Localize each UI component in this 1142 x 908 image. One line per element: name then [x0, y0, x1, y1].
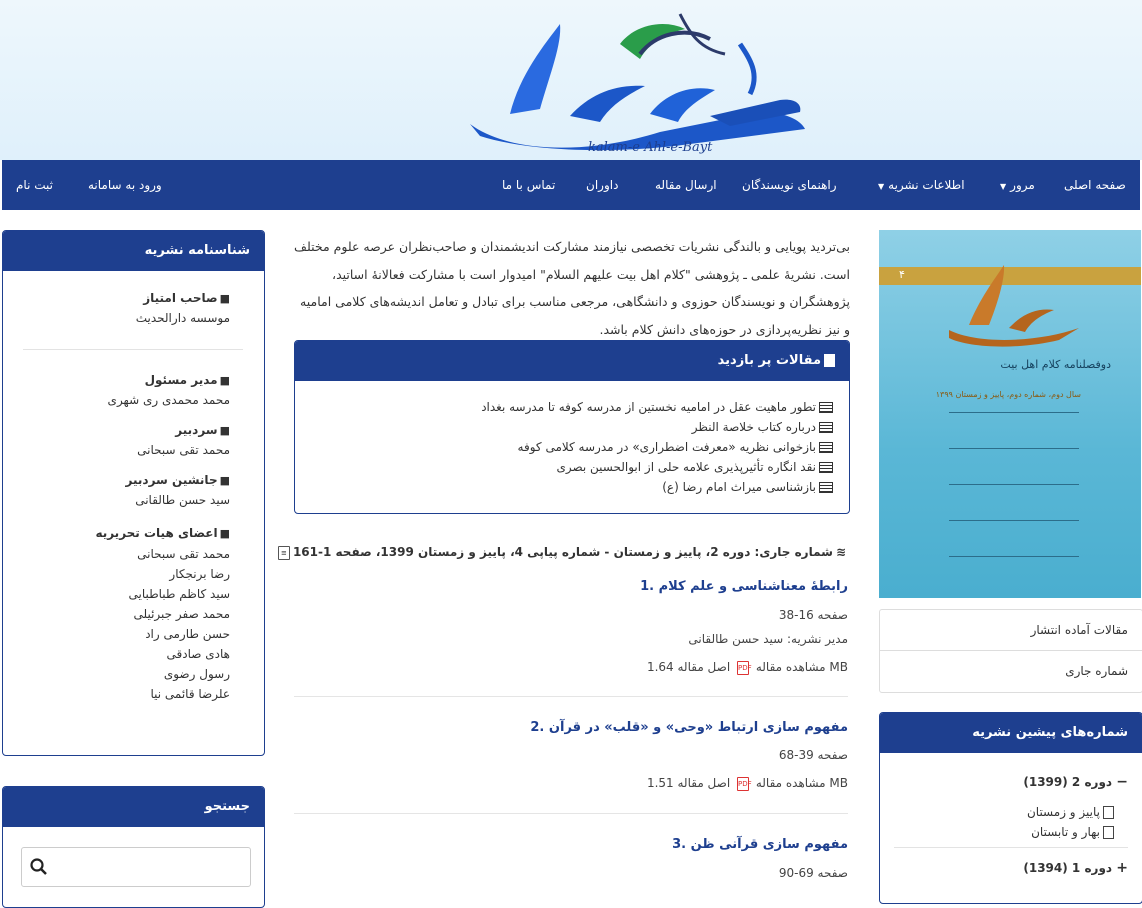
article-pages: صفحه 16-38 [778, 608, 848, 622]
popular-article-link[interactable] [481, 400, 833, 414]
popular-article-title: بازخوانی نظریه «معرفت اضطراری» در مدرسه کلامی کوفه [517, 440, 816, 454]
divider [894, 847, 1128, 848]
pdf-download-link[interactable]: اصل مقاله 1.64 MB [646, 660, 848, 674]
newspaper-icon [819, 402, 833, 413]
popular-article-link[interactable] [556, 460, 833, 474]
search-panel-title: جستجو [204, 799, 250, 814]
board-member: سید کاظم طباطبایی [128, 587, 230, 601]
article-pages: صفحه 69-90 [778, 866, 848, 880]
side-link-list [879, 609, 1142, 693]
cover-rule [949, 448, 1079, 449]
board-member: رسول رضوی [163, 667, 230, 681]
deputy-label [126, 473, 230, 487]
board-label-text: اعضای هیات تحریریه [95, 526, 218, 540]
popular-article-link[interactable] [692, 420, 833, 434]
nav-browse[interactable] [1000, 178, 1035, 192]
popular-article-title: درباره کتاب خلاصة النظر [691, 420, 816, 434]
link-current-issue[interactable]: شماره جاری [1065, 664, 1128, 678]
editor-value: محمد تقی سبحانی [137, 443, 230, 457]
archive-issue-fall[interactable] [1027, 805, 1114, 819]
board-member: محمد تقی سبحانی [137, 547, 230, 561]
current-issue-text: شماره جاری: دوره 2، پاییز و زمستان - شماره پیاپی 4، پاییز و زمستان 1399، صفحه 1-161 [292, 545, 833, 559]
site-header [0, 0, 1142, 160]
file-icon[interactable]: ≡ [278, 546, 290, 560]
archive-volume-1[interactable] [1023, 860, 1128, 876]
nav-journal-info[interactable] [878, 178, 965, 192]
popular-title [718, 353, 835, 368]
nav-browse-label: مرور [1010, 178, 1035, 192]
article-links [647, 660, 848, 675]
popular-article-title: نقد انگاره تأثیرپذیری علامه حلی از ابوالحسین بصری [556, 460, 816, 474]
cube-icon: ■ [219, 527, 230, 540]
logo-latin-text: kalam-e Ahl-e-Bayt [588, 140, 713, 155]
owner-block [136, 291, 230, 325]
nav-home[interactable]: صفحه اصلی [1064, 178, 1126, 192]
pdf-download-link[interactable]: اصل مقاله 1.51 MB [646, 776, 848, 790]
view-article-link[interactable]: مشاهده مقاله [755, 660, 826, 674]
archive-panel-title: شماره‌های پیشین نشریه [972, 725, 1128, 740]
current-issue-heading [275, 545, 846, 560]
main-navbar [2, 160, 1140, 210]
journal-info-header [3, 231, 264, 271]
newspaper-icon [819, 442, 833, 453]
journal-info-panel [2, 230, 265, 756]
plus-icon: + [1116, 860, 1128, 876]
deputy-label-text: جانشین سردبیر [125, 473, 218, 487]
volume-1-label: دوره 1 (1394) [1023, 861, 1113, 875]
search-panel [2, 786, 265, 908]
deputy-block [126, 473, 230, 507]
manager-label [108, 373, 230, 387]
link-ready-articles[interactable]: مقالات آماده انتشار [1030, 623, 1128, 637]
board-member: محمد صفر جبرئیلی [133, 607, 230, 621]
cover-rule [949, 412, 1079, 413]
journal-logo[interactable] [450, 4, 820, 160]
deputy-value: سید حسن طالقانی [135, 493, 230, 507]
archive-issue-spring[interactable] [1031, 825, 1114, 839]
cover-title: دوفصلنامه کلام اهل بیت [1000, 358, 1111, 371]
layers-icon: ≋ [835, 545, 846, 559]
divider [23, 349, 243, 350]
nav-login[interactable]: ورود به سامانه [88, 178, 162, 192]
journal-info-title: شناسنامه نشریه [144, 243, 250, 258]
article-links [647, 776, 848, 791]
nav-author-guide[interactable]: راهنمای نویسندگان [742, 178, 837, 192]
archive-volume-2[interactable] [1023, 774, 1128, 790]
editor-label [137, 423, 230, 437]
document-icon [1103, 806, 1114, 819]
archive-panel-header [880, 713, 1142, 753]
board-block [95, 523, 230, 704]
editor-block [137, 423, 230, 457]
cube-icon: ■ [219, 292, 230, 305]
owner-value: موسسه دارالحدیث [135, 311, 230, 325]
document-icon [1103, 826, 1114, 839]
search-panel-header [3, 787, 264, 827]
article-title-link[interactable]: 1. رابطهٔ معناشناسی و علم کلام [640, 579, 848, 594]
manager-block [108, 373, 230, 407]
divider [294, 813, 848, 814]
cover-rule [949, 520, 1079, 521]
nav-journal-info-label: اطلاعات نشریه [888, 178, 965, 192]
popular-title-text: مقالات پر بازدید [717, 353, 821, 368]
editor-label-text: سردبیر [175, 423, 218, 437]
board-member: هادی صادقی [166, 647, 230, 661]
nav-register[interactable]: ثبت نام [16, 178, 53, 192]
search-icon[interactable] [30, 858, 48, 876]
chevron-down-icon: ▼ [878, 182, 885, 191]
owner-label [136, 291, 230, 305]
newspaper-icon [819, 462, 833, 473]
cube-icon: ■ [219, 424, 230, 437]
issue-label: پاییز و زمستان [1026, 805, 1100, 819]
manager-value: محمد محمدی ری شهری [107, 393, 230, 407]
board-member: علرضا قائمی نیا [150, 687, 230, 701]
newspaper-icon [819, 422, 833, 433]
journal-intro-text: بی‌تردید پویایی و بالندگی نشریات تخصصی نیازمند مشارکت اندیشمندان و صاحب‌نظران عرصه علوم مختلف است. نشریهٔ علمی ـ پژوهشی "کلام اهل بیت علیهم السلام" امیدوار است با مشارکت فعالانهٔ اساتید، پژوهشگران و نویسندگان حوزوی و دانشگاهی، مرجعی مناسب برای تبادل و تعامل اندیشه‌های کلامی امامیه و نیز نظریه‌پردازی در حوزه‌های دانش کلام باشد. [294, 239, 850, 337]
minus-icon: − [1116, 774, 1128, 790]
document-icon [824, 354, 835, 367]
nav-submit[interactable]: ارسال مقاله [655, 178, 717, 192]
article-pages: صفحه 39-68 [778, 748, 848, 762]
divider [294, 696, 848, 697]
cover-rule [949, 484, 1079, 485]
cover-logo [939, 250, 1089, 350]
divider [880, 650, 1142, 651]
nav-contact[interactable]: تماس با ما [502, 178, 556, 192]
cube-icon: ■ [219, 474, 230, 487]
cube-icon: ■ [219, 374, 230, 387]
article-title-link[interactable]: 3. مفهوم سازی قرآنی ظن [672, 837, 848, 852]
board-label [95, 523, 230, 544]
nav-reviewers[interactable]: داوران [586, 178, 619, 192]
cover-rule [949, 556, 1079, 557]
popular-article-title: بازشناسی میراث امام رضا (ع) [662, 480, 816, 494]
volume-2-label: دوره 2 (1399) [1023, 775, 1113, 789]
board-member: رضا برنجکار [169, 567, 230, 581]
board-member: حسن طارمی راد [145, 627, 230, 641]
chevron-down-icon: ▼ [1000, 182, 1007, 191]
pdf-icon: PDF [737, 777, 749, 791]
search-input[interactable] [21, 847, 251, 887]
article-author: مدیر نشریه: سید حسن طالقانی [688, 632, 848, 646]
article-title-link[interactable]: 2. مفهوم سازی ارتباط «وحی» و «قلب» در قرآن [530, 720, 848, 735]
popular-article-link[interactable] [662, 480, 833, 494]
owner-label-text: صاحب امتیاز [143, 291, 218, 305]
journal-cover-image[interactable] [879, 230, 1141, 598]
cover-badge: ۴ [899, 268, 905, 281]
pdf-icon: PDF [737, 661, 749, 675]
manager-label-text: مدیر مسئول [144, 373, 218, 387]
popular-header [295, 341, 849, 381]
cover-issue-line: سال دوم، شماره دوم، پاییز و زمستان ۱۳۹۹ [935, 390, 1081, 399]
popular-article-title: تطور ماهیت عقل در امامیه نخستین از مدرسه کوفه تا مدرسه بغداد [481, 400, 816, 414]
view-article-link[interactable]: مشاهده مقاله [755, 776, 826, 790]
newspaper-icon [819, 482, 833, 493]
archive-panel [879, 712, 1142, 904]
popular-article-link[interactable] [518, 440, 833, 454]
popular-articles-panel [294, 340, 850, 514]
issue-label: بهار و تابستان [1031, 825, 1100, 839]
